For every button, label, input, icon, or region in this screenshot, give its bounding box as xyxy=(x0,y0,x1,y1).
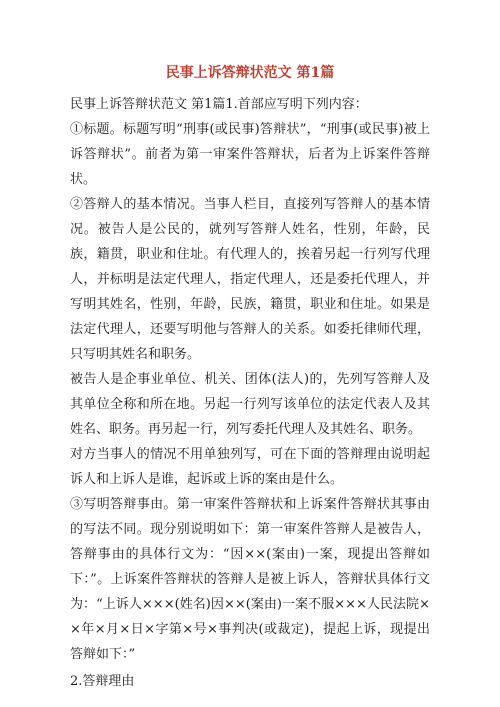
paragraph-title-rule: ①标题。标题写明“刑事(或民事)答辩状”，“刑事(或民事)被上诉答辩状”。前者为第一审案件答辩状，后者为上诉案件答辩状。 xyxy=(70,122,430,187)
paragraph-intro: 民事上诉答辩状范文 第1篇1.首部应写明下列内容： xyxy=(70,97,368,112)
section-heading: 2.答辩理由 xyxy=(70,674,135,689)
document-title: 民事上诉答辩状范文 第1篇 xyxy=(165,65,335,81)
paragraph-defense-cause: ③写明答辩事由。第一审案件答辩状和上诉案件答辩状其事由的写法不同。现分别说明如下：第一审案件答辩人是被告人，答辩事由的具体行文为：“因××(案由)一案，现提出答辩如下：”。上诉案件答辩状的答辩人是被上诉人，答辩状具体行文为：“上诉人×××(姓名)因××(案由)一案不服×××人民法院××年×月×日×字第×号×事判决(或裁定)，提起上诉，现提出答辩如下：” xyxy=(70,497,430,662)
paragraph-opposing-party: 对方当事人的情况不用单独列写，可在下面的答辩理由说明起诉人和上诉人是谁，起诉或上诉的案由是什么。 xyxy=(70,447,430,487)
paragraph-organization-info: 被告人是企事业单位、机关、团体(法人)的，先列写答辩人及其单位全称和所在地。另起一行列写该单位的法定代表人及其姓名、职务。再另起一行，列写委托代理人及其姓名、职务。 xyxy=(70,372,430,437)
paragraph-respondent-info: ②答辩人的基本情况。当事人栏目，直接列写答辩人的基本情况。被告人是公民的，就列写答辩人姓名，性别，年龄，民族，籍贯，职业和住址。有代理人的，挨着另起一行列写代理人，并标明是法定代理人，指定代理人，还是委托代理人，并写明其姓名，性别，年龄，民族，籍贯，职业和住址。如果是法定代理人，还要写明他与答辩人的关系。如委托律师代理，只写明其姓名和职务。 xyxy=(70,197,430,362)
